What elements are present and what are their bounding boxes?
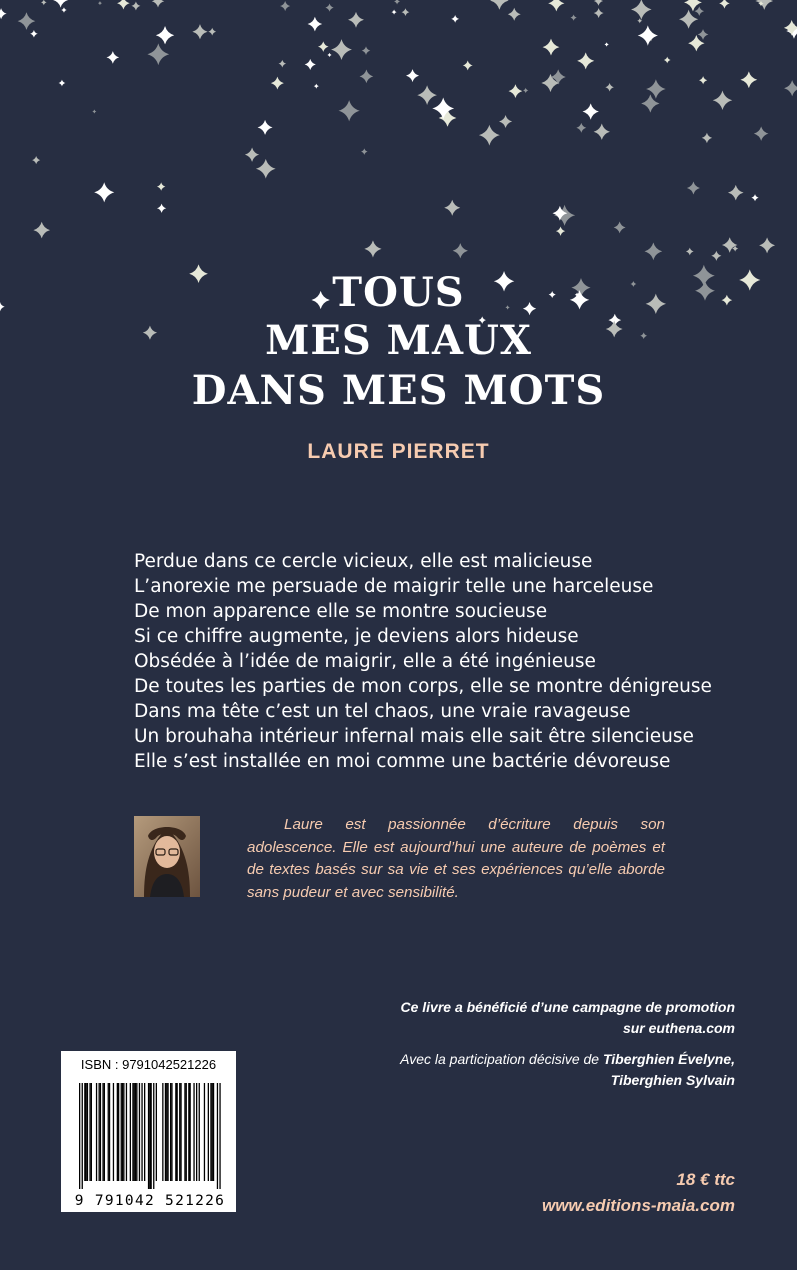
barcode-bar	[136, 1083, 137, 1181]
star-icon	[686, 248, 694, 256]
star-icon	[156, 26, 174, 44]
star-icon	[30, 30, 38, 38]
barcode-bar	[108, 1083, 109, 1181]
barcode-bar	[190, 1083, 191, 1181]
barcode-bar	[148, 1083, 149, 1189]
barcode-bar	[149, 1083, 150, 1189]
barcode-bar	[96, 1083, 97, 1181]
participation-name-1: Tiberghien Évelyne,	[602, 1051, 735, 1067]
star-icon	[755, 0, 773, 10]
star-icon	[33, 222, 50, 239]
poem-line: Perdue dans ce cercle vicieux, elle est malicieuse	[134, 551, 593, 572]
barcode-bar	[184, 1083, 185, 1181]
price-label: 18 € ttc	[676, 1170, 735, 1189]
barcode-bar	[177, 1083, 178, 1181]
star-icon	[131, 1, 140, 10]
barcode-bar	[208, 1083, 209, 1181]
star-icon	[98, 1, 102, 5]
star-icon	[406, 69, 419, 82]
star-icon	[280, 1, 290, 11]
star-icon	[279, 60, 287, 68]
star-icon	[192, 24, 207, 39]
star-icon	[543, 39, 560, 56]
star-icon	[453, 243, 468, 258]
star-icon	[417, 85, 437, 105]
barcode-bar	[139, 1083, 140, 1181]
star-icon	[94, 182, 114, 202]
star-icon	[605, 42, 609, 46]
barcode-bar	[171, 1083, 172, 1181]
barcode-bar	[82, 1083, 83, 1189]
star-icon	[664, 57, 671, 64]
star-icon	[719, 0, 730, 9]
barcode-bar	[188, 1083, 189, 1181]
barcode-bar	[196, 1083, 197, 1181]
barcode-bar	[144, 1083, 145, 1181]
star-icon	[362, 46, 371, 55]
star-icon	[256, 159, 276, 179]
barcode-bar	[84, 1083, 85, 1181]
star-icon	[702, 133, 712, 143]
star-icon	[463, 60, 473, 70]
barcode-bar	[87, 1083, 88, 1181]
star-icon	[645, 243, 663, 261]
author-photo	[134, 816, 200, 897]
barcode-bar	[212, 1083, 213, 1181]
poem-line: Si ce chiffre augmente, je deviens alors hideuse	[134, 626, 579, 647]
star-icon	[18, 12, 36, 30]
barcode-bar	[167, 1083, 168, 1181]
star-icon	[444, 200, 460, 216]
star-icon	[646, 79, 666, 99]
star-icon	[59, 80, 66, 87]
star-icon	[637, 18, 642, 23]
barcode-bar	[156, 1083, 157, 1181]
star-icon	[698, 29, 709, 40]
star-icon	[570, 15, 576, 21]
star-icon	[631, 0, 652, 20]
author-biography: Laure est passionnée d’écriture depuis son adolescence. Elle est aujourd’hui une auteure de poèmes et de textes basés sur sa vie et ses expériences qu’elle aborde sans pudeur et avec sensibilité.	[247, 816, 665, 901]
star-icon	[499, 115, 512, 128]
publisher-website: www.editions-maia.com	[541, 1196, 735, 1215]
star-icon	[308, 17, 323, 32]
star-icon	[152, 0, 164, 7]
star-icon	[61, 7, 67, 13]
star-icon	[594, 8, 604, 18]
star-icon	[784, 80, 797, 96]
star-icon	[695, 6, 705, 16]
star-icon	[32, 156, 40, 164]
barcode-bar	[117, 1083, 118, 1181]
star-icon	[41, 0, 47, 5]
star-icon	[157, 182, 165, 190]
star-icon	[314, 84, 319, 89]
star-icon	[713, 91, 733, 111]
star-icon	[711, 251, 721, 261]
star-icon	[508, 8, 521, 21]
star-icon	[0, 8, 7, 19]
title-line-2: MES MAUX	[265, 317, 532, 364]
star-icon	[523, 88, 528, 93]
barcode-bar	[186, 1083, 187, 1181]
star-icon	[348, 12, 364, 28]
barcode-bar	[165, 1083, 166, 1181]
star-icon	[327, 53, 331, 57]
barcode-bar	[204, 1083, 205, 1181]
star-icon	[605, 83, 613, 91]
star-icon	[728, 185, 744, 201]
barcode-bar	[135, 1083, 136, 1181]
star-icon	[754, 126, 769, 141]
promotion-line-1: Ce livre a bénéficié d’une campagne de promotion	[400, 999, 735, 1015]
barcode-bar	[153, 1083, 154, 1189]
barcode-bar	[109, 1083, 110, 1181]
barcode-bar	[199, 1083, 200, 1181]
star-icon	[245, 148, 259, 162]
barcode-bar	[180, 1083, 181, 1181]
barcode-bar	[121, 1083, 122, 1181]
star-icon	[258, 120, 273, 135]
poem-line: Elle s’est installée en moi comme une bactérie dévoreuse	[134, 751, 671, 772]
star-icon	[614, 222, 626, 234]
star-icon	[577, 52, 594, 69]
star-icon	[451, 15, 459, 23]
star-icon	[759, 237, 775, 253]
barcode-bar	[91, 1083, 92, 1181]
star-icon	[490, 0, 509, 10]
participation-name-2: Tiberghien Sylvain	[610, 1072, 735, 1088]
poem-line: Obsédée à l’idée de maigrir, elle a été ingénieuse	[134, 651, 596, 672]
star-icon	[594, 124, 610, 140]
poem-line: L’anorexie me persuade de maigrir telle une harceleuse	[134, 576, 654, 597]
star-icon	[92, 109, 96, 113]
star-icon	[361, 148, 367, 154]
barcode-bar	[175, 1083, 176, 1181]
barcode-bar	[130, 1083, 131, 1181]
participation-prefix: Avec la participation décisive de	[400, 1051, 603, 1067]
barcode-bar	[100, 1083, 101, 1181]
barcode-icon	[69, 1081, 231, 1209]
star-icon	[594, 0, 603, 6]
star-icon	[271, 77, 284, 90]
isbn-label: ISBN : 9791042521226	[80, 1057, 217, 1072]
star-icon	[147, 43, 169, 65]
barcode-bar	[210, 1083, 211, 1181]
star-icon	[479, 125, 500, 146]
star-icon	[117, 0, 130, 9]
poem-line: Un brouhaha intérieur infernal mais elle sait être silencieuse	[134, 726, 694, 747]
star-icon	[391, 9, 396, 14]
poem-excerpt	[134, 549, 754, 774]
poem-line: De mon apparence elle se montre soucieuse	[134, 601, 548, 622]
participation-note	[295, 1049, 735, 1091]
barcode-bar	[113, 1083, 114, 1181]
author-name: LAURE PIERRET	[307, 440, 490, 463]
star-icon	[740, 71, 757, 88]
barcode-bar	[219, 1083, 220, 1189]
star-icon	[325, 3, 333, 11]
barcode-bar	[170, 1083, 171, 1181]
title-line-3: DANS MES MOTS	[191, 367, 606, 414]
poem-line: De toutes les parties de mon corps, elle se montre dénigreuse	[134, 676, 712, 697]
star-icon	[339, 100, 360, 121]
barcode-bar	[179, 1083, 180, 1181]
star-icon	[318, 41, 329, 52]
barcode-bar	[118, 1083, 119, 1181]
star-icon	[509, 84, 523, 98]
star-icon	[331, 39, 352, 60]
barcode-bar	[217, 1083, 218, 1189]
barcode-bar	[79, 1083, 80, 1189]
star-icon	[576, 123, 586, 133]
barcode-bar	[132, 1083, 133, 1181]
star-icon	[360, 69, 374, 83]
barcode-bar	[162, 1083, 163, 1181]
star-icon	[107, 51, 120, 64]
barcode-bar	[123, 1083, 124, 1181]
star-icon	[556, 227, 565, 236]
barcode-bar	[134, 1083, 135, 1181]
isbn-barcode-box	[61, 1051, 236, 1212]
promotion-line-2: sur euthena.com	[622, 1020, 735, 1036]
star-icon	[157, 204, 166, 213]
barcode-bar	[89, 1083, 90, 1181]
star-icon	[679, 10, 698, 29]
star-icon	[641, 94, 659, 112]
barcode-bar	[86, 1083, 87, 1181]
barcode-bar	[122, 1083, 123, 1181]
barcode-bar	[166, 1083, 167, 1181]
star-icon	[687, 182, 700, 195]
star-icon	[583, 103, 599, 119]
poem-line: Dans ma tête c’est un tel chaos, une vraie ravageuse	[134, 701, 631, 722]
barcode-bar	[126, 1083, 127, 1181]
title-line-1: TOUS	[332, 269, 465, 316]
barcode-bar	[102, 1083, 103, 1181]
barcode-bar	[99, 1083, 100, 1181]
star-icon	[53, 0, 68, 8]
star-icon	[402, 8, 410, 16]
barcode-bar	[104, 1083, 105, 1181]
star-icon	[638, 25, 658, 45]
barcode-bar	[151, 1083, 152, 1189]
barcode-bar	[141, 1083, 142, 1181]
barcode-bar	[213, 1083, 214, 1181]
star-icon	[548, 0, 564, 11]
star-icon	[208, 28, 216, 36]
star-icon	[751, 194, 758, 201]
star-icon	[305, 59, 316, 70]
star-icon	[699, 76, 707, 84]
barcode-digits: 9 791042 521226	[74, 1193, 226, 1209]
promotion-note	[315, 997, 735, 1039]
star-icon	[364, 240, 381, 257]
barcode-bar	[193, 1083, 194, 1181]
star-icon	[394, 0, 400, 4]
